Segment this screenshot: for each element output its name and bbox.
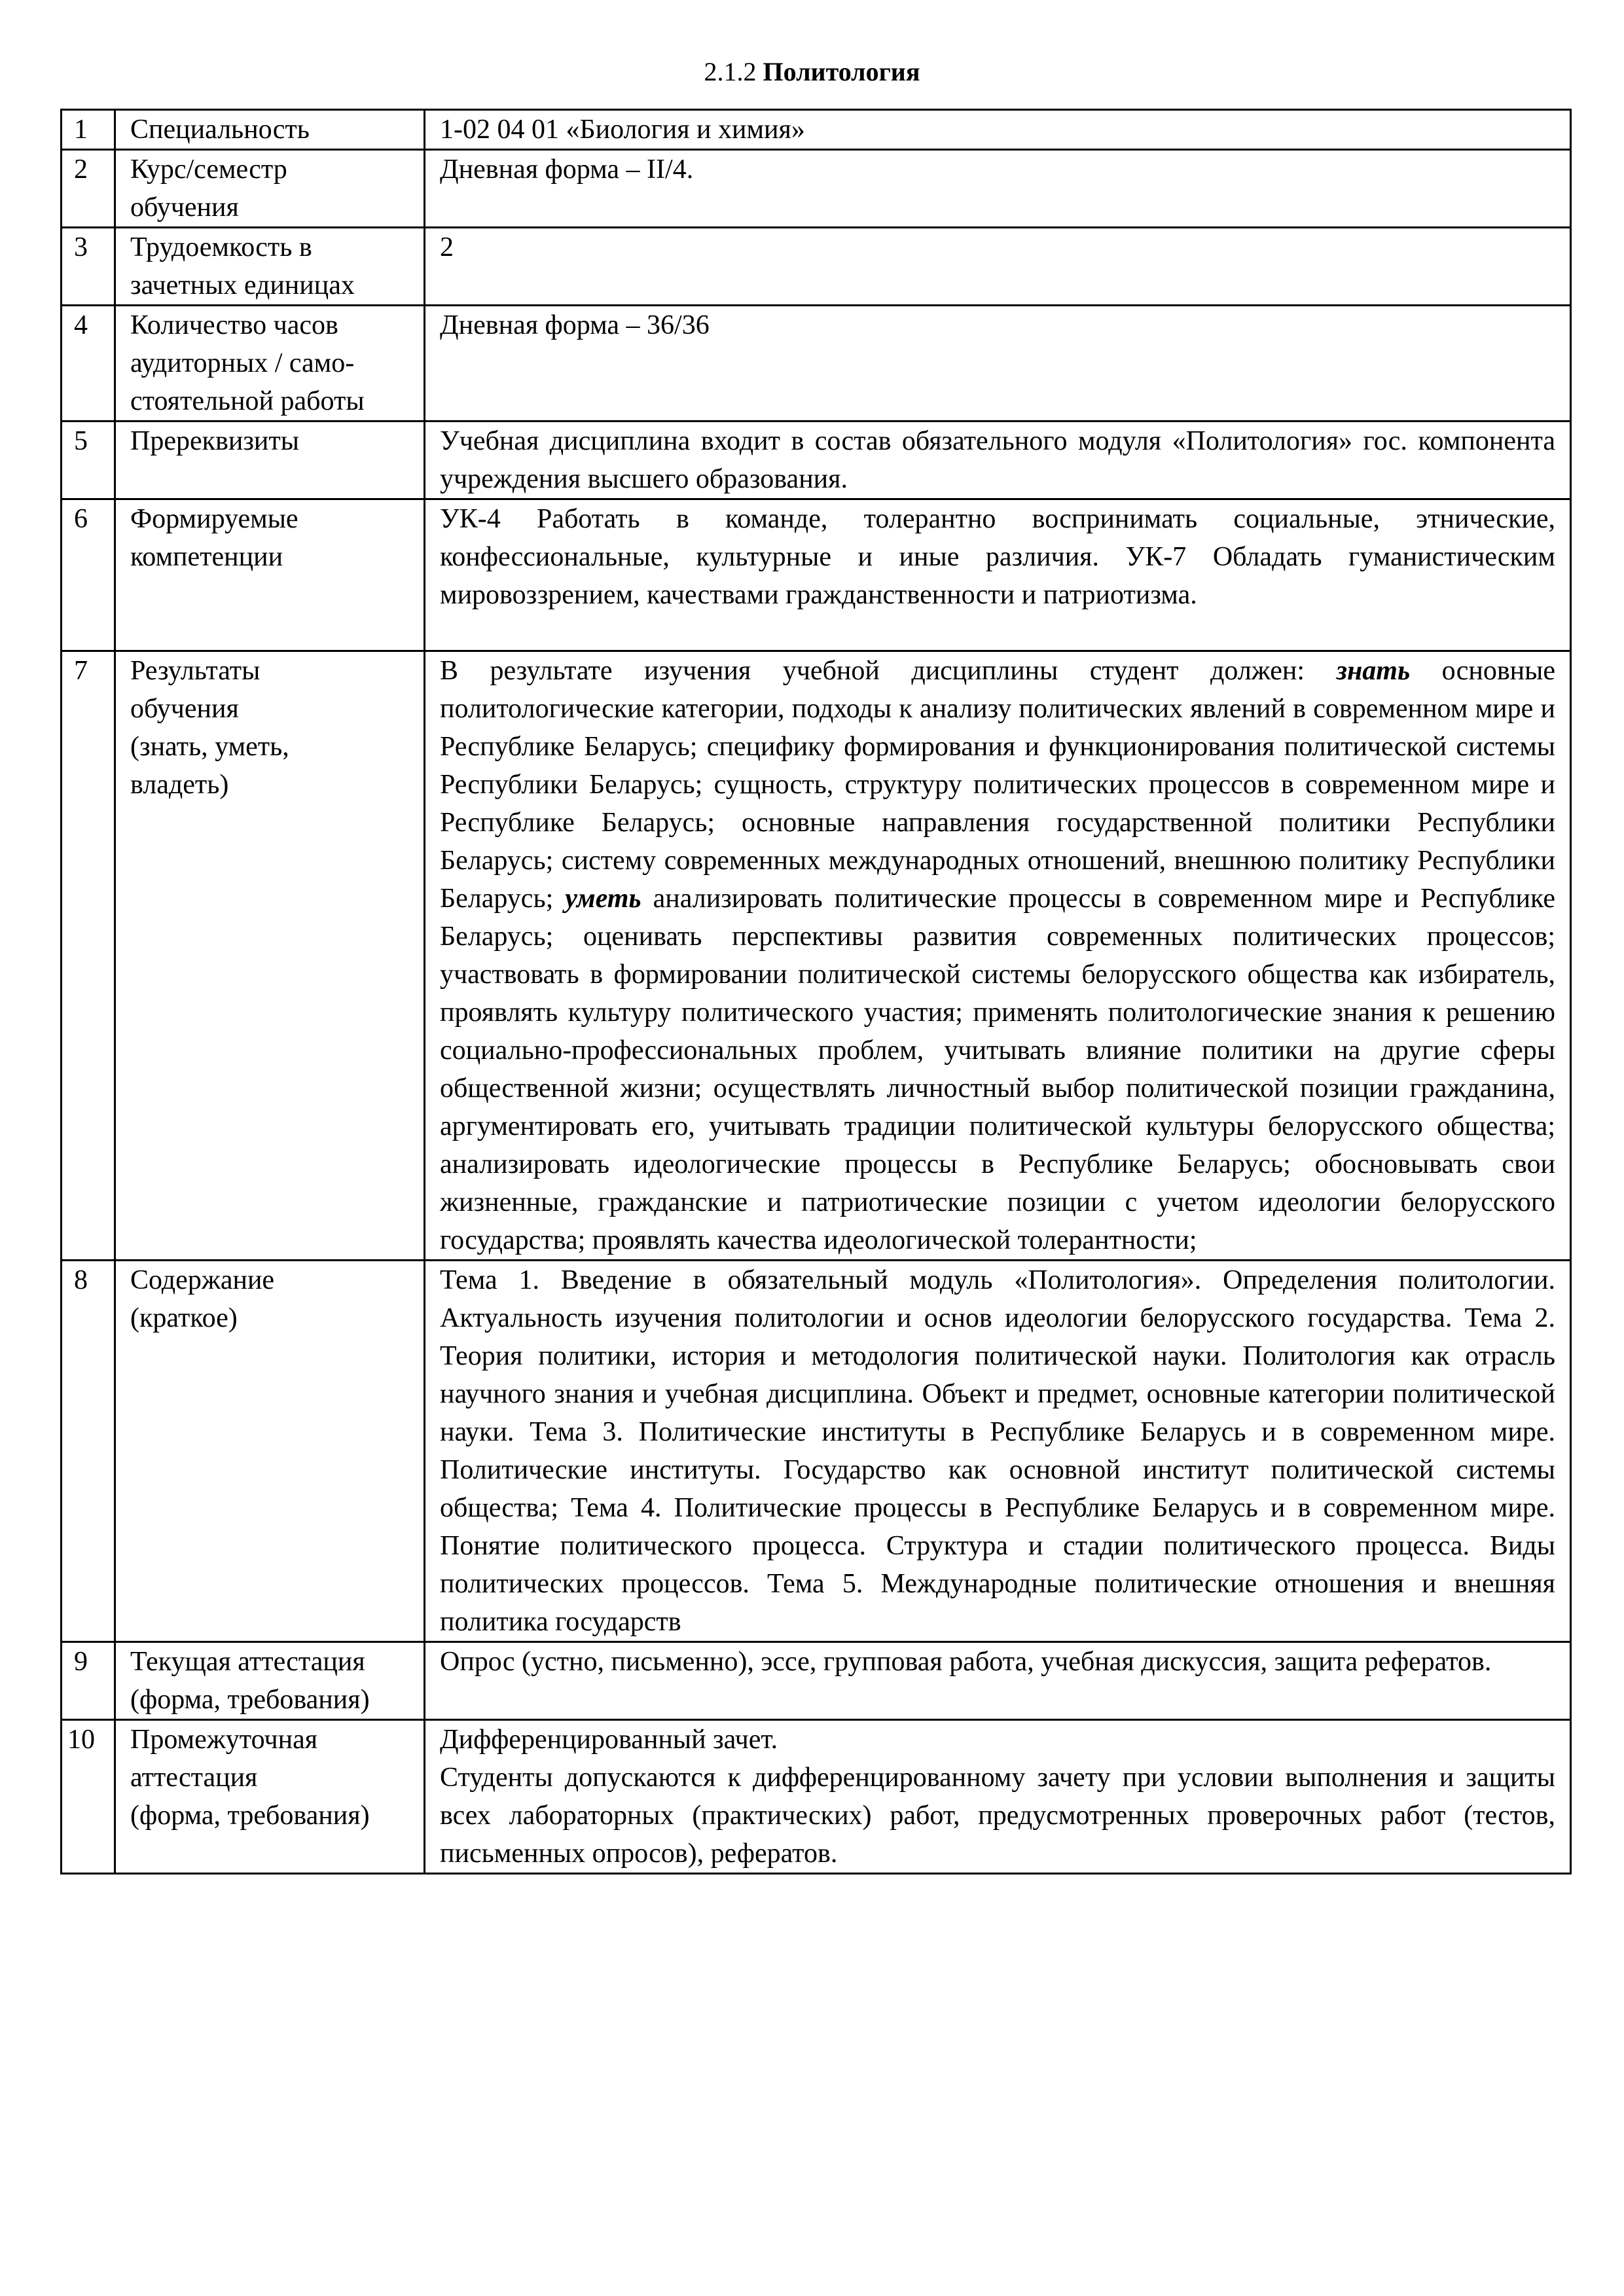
table-row xyxy=(62,110,1571,150)
row-label: Количество часов аудиторных / само- стоятельной работы xyxy=(115,306,425,422)
section-name: Политология xyxy=(763,57,920,86)
table-row xyxy=(62,1261,1571,1642)
value-text: основные политологические категории, подходы к анализу политических явлений в современном мире и Республике Беларусь; специфику формирования и функционирования политической системы Республики Беларусь; сущность, структуру политических процессов в современном мире и Республике Беларусь; основные направления государственной политики Республики Беларусь; систему современных международных отношений, внешнюю политику Республики Беларусь; xyxy=(440,656,1555,914)
row-label: Текущая аттестация (форма, требования) xyxy=(115,1642,425,1720)
table-row xyxy=(62,422,1571,499)
table-row xyxy=(62,150,1571,228)
page-title xyxy=(0,55,1624,89)
row-value: 2 xyxy=(425,228,1571,306)
row-value: УК-4 Работать в команде, толерантно воспринимать социальные, этнические, конфессиональные, культурные и иные различия. УК-7 Обладать гуманистическим мировоззрением, качествами гражданственности и патриотизма. xyxy=(425,499,1571,651)
row-number: 6 xyxy=(62,499,115,651)
section-number: 2.1.2 xyxy=(704,57,757,86)
value-text: В результате изучения учебной дисциплины студент должен: xyxy=(440,656,1337,686)
keyword-know: знать xyxy=(1336,656,1411,686)
row-label: Пререквизиты xyxy=(115,422,425,499)
row-number: 4 xyxy=(62,306,115,422)
table-row xyxy=(62,1720,1571,1874)
value-first-line: Дифференцированный зачет. xyxy=(440,1725,778,1755)
value-text: анализировать политические процессы в современном мире и Республике Беларусь; оценивать перспективы развития современных политических процессов; участвовать в формировании политической системы белорусского общества как избиратель, проявлять культуру политического участия; применять политологические знания к решению социально-профессиональных проблем, учитывать влияние политики на другие сферы общественной жизни; осуществлять личностный выбор политической позиции гражданина, аргументировать его, учитывать традиции политической культуры белорусского общества; анализировать идеологические процессы в Республике Беларусь; обосновывать свои жизненные, гражданские и патриотические позиции с учетом идеологии белорусского государства; проявлять качества идеологической толерантности; xyxy=(440,884,1555,1255)
row-value: Дневная форма – II/4. xyxy=(425,150,1571,228)
row-label: Формируемые компетенции xyxy=(115,499,425,651)
table-row xyxy=(62,651,1571,1261)
keyword-can: уметь xyxy=(565,884,641,914)
row-label: Специальность xyxy=(115,110,425,150)
row-value xyxy=(425,1720,1571,1874)
row-number: 3 xyxy=(62,228,115,306)
row-number: 9 xyxy=(62,1642,115,1720)
table-row xyxy=(62,1642,1571,1720)
row-label: Промежуточная аттестация (форма, требования) xyxy=(115,1720,425,1874)
row-value xyxy=(425,651,1571,1261)
row-value: 1-02 04 01 «Биология и химия» xyxy=(425,110,1571,150)
row-number: 7 xyxy=(62,651,115,1261)
row-value: Учебная дисциплина входит в состав обязательного модуля «Политология» гос. компонента учреждения высшего образования. xyxy=(425,422,1571,499)
row-label: Трудоемкость в зачетных единицах xyxy=(115,228,425,306)
row-number: 10 xyxy=(62,1720,115,1874)
row-number: 5 xyxy=(62,422,115,499)
syllabus-table xyxy=(60,109,1572,1874)
row-number: 8 xyxy=(62,1261,115,1642)
value-text: Студенты допускаются к дифференцированному зачету при условии выполнения и защиты всех лабораторных (практических) работ, предусмотренных проверочных работ (тестов, письменных опросов), рефератов. xyxy=(440,1763,1555,1869)
row-label: Курс/семестр обучения xyxy=(115,150,425,228)
row-number: 2 xyxy=(62,150,115,228)
table-row xyxy=(62,228,1571,306)
row-label: Содержание (краткое) xyxy=(115,1261,425,1642)
row-value: Тема 1. Введение в обязательный модуль «Политология». Определения политологии. Актуальность изучения политологии и основ идеологии белорусского государства. Тема 2. Теория политики, история и методология политической науки. Политология как отрасль научного знания и учебная дисциплина. Объект и предмет, основные категории политической науки. Тема 3. Политические институты в Республике Беларусь и в современном мире. Политические институты. Государство как основной институт политической системы общества; Тема 4. Политические процессы в Республике Беларусь и в современном мире. Понятие политического процесса. Структура и стадии политического процесса. Виды политических процессов. Тема 5. Международные политические отношения и внешняя политика государств xyxy=(425,1261,1571,1642)
table-row xyxy=(62,499,1571,651)
row-value: Опрос (устно, письменно), эссе, групповая работа, учебная дискуссия, защита рефератов. xyxy=(425,1642,1571,1720)
row-label: Результаты обучения (знать, уметь, владеть) xyxy=(115,651,425,1261)
table-row xyxy=(62,306,1571,422)
row-number: 1 xyxy=(62,110,115,150)
row-value: Дневная форма – 36/36 xyxy=(425,306,1571,422)
